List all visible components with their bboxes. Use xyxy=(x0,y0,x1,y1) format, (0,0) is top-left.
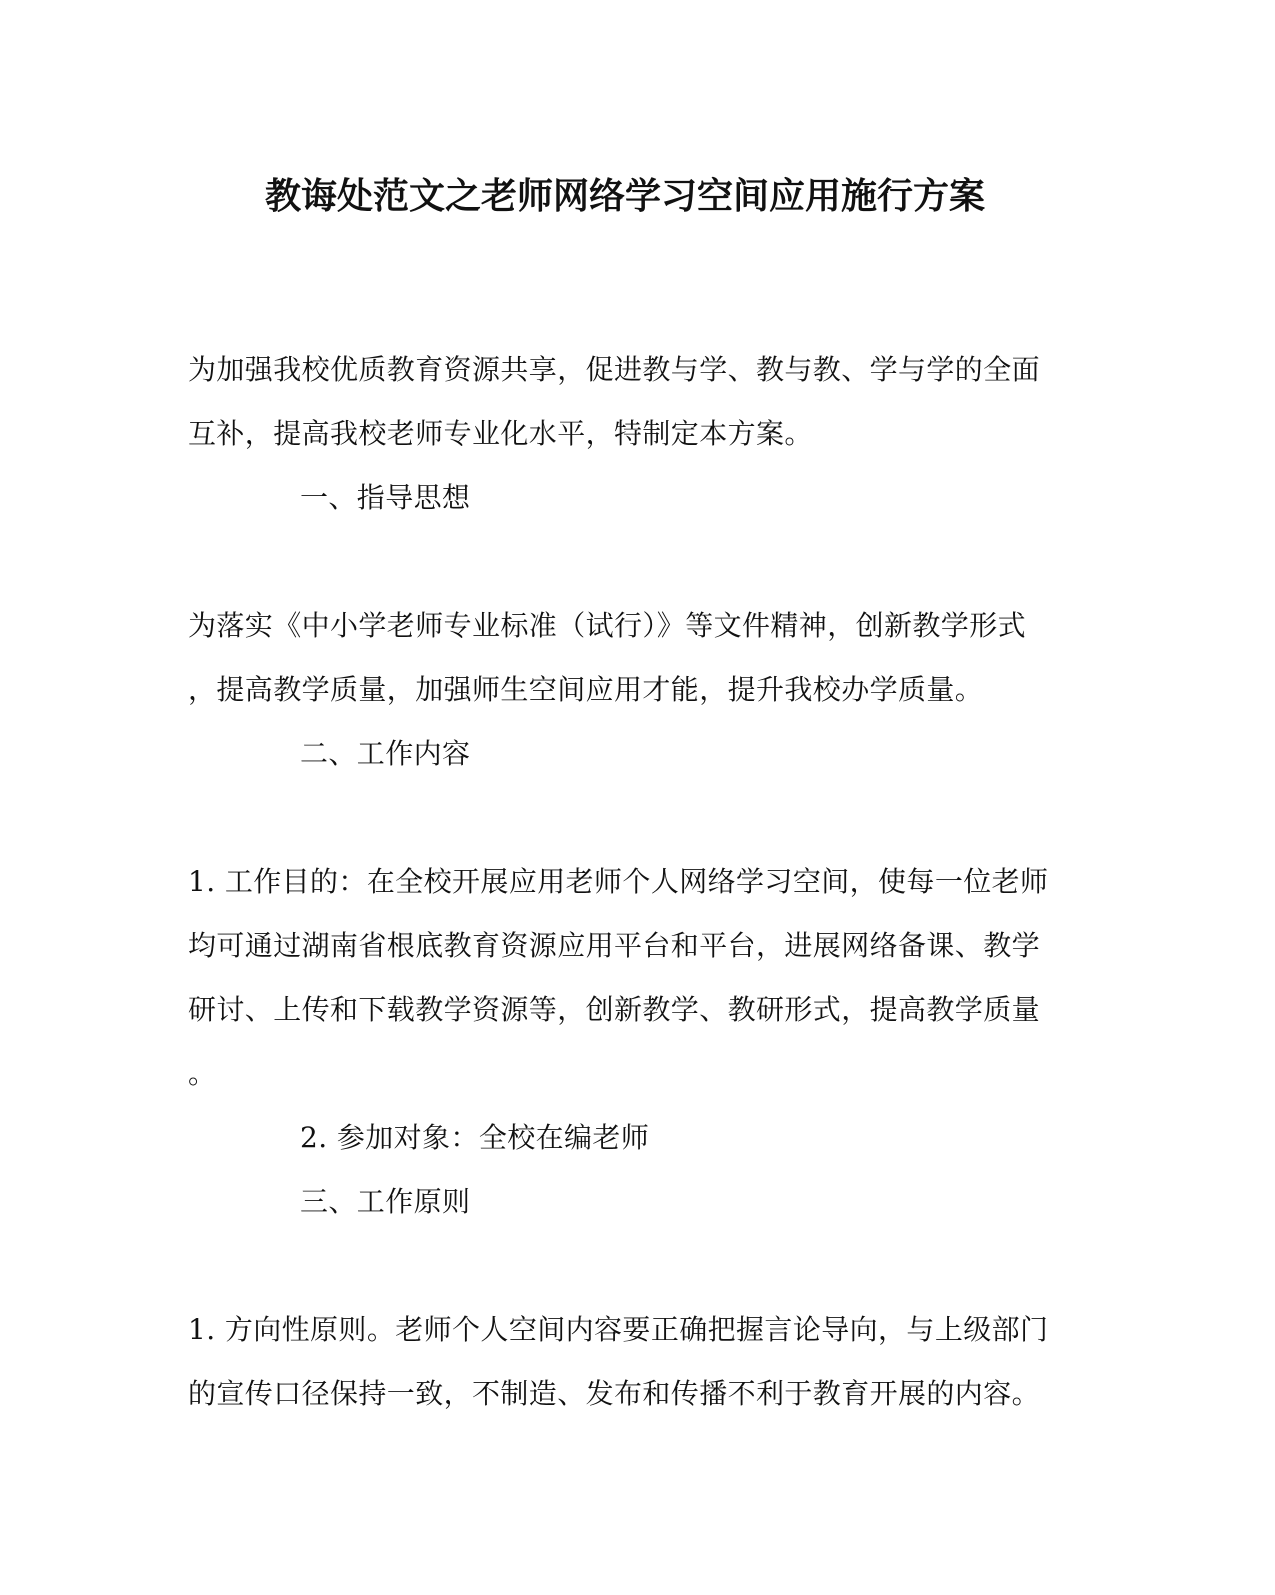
section-heading: 二、工作内容 xyxy=(300,737,471,770)
section-heading: 三、工作原则 xyxy=(300,1185,471,1218)
paragraph-line: 为加强我校优质教育资源共享，促进教与学、教与教、学与学的全面 xyxy=(188,353,1041,386)
paragraph-line: 为落实《中小学老师专业标准（试行）》等文件精神，创新教学形式 xyxy=(188,609,1027,642)
paragraph-line: 的宣传口径保持一致，不制造、发布和传播不利于教育开展的内容。 xyxy=(188,1377,1041,1410)
document-title: 教诲处范文之老师网络学习空间应用施行方案 xyxy=(264,175,985,217)
paragraph-line: 均可通过湖南省根底教育资源应用平台和平台，进展网络备课、教学 xyxy=(188,929,1041,962)
paragraph-line: 研讨、上传和下载教学资源等，创新教学、教研形式，提高教学质量 xyxy=(188,993,1041,1026)
section-heading: 一、指导思想 xyxy=(300,481,471,514)
paragraph-line: 1. 方向性原则。老师个人空间内容要正确把握言论导向，与上级部门 xyxy=(188,1313,1049,1346)
paragraph-line: 。 xyxy=(188,1057,217,1090)
paragraph-line: 2. 参加对象：全校在编老师 xyxy=(300,1121,650,1154)
paragraph-line: ，提高教学质量，加强师生空间应用才能，提升我校办学质量。 xyxy=(188,673,984,706)
paragraph-line: 互补，提高我校老师专业化水平，特制定本方案。 xyxy=(188,417,813,450)
paragraph-line: 1. 工作目的：在全校开展应用老师个人网络学习空间，使每一位老师 xyxy=(188,865,1049,898)
